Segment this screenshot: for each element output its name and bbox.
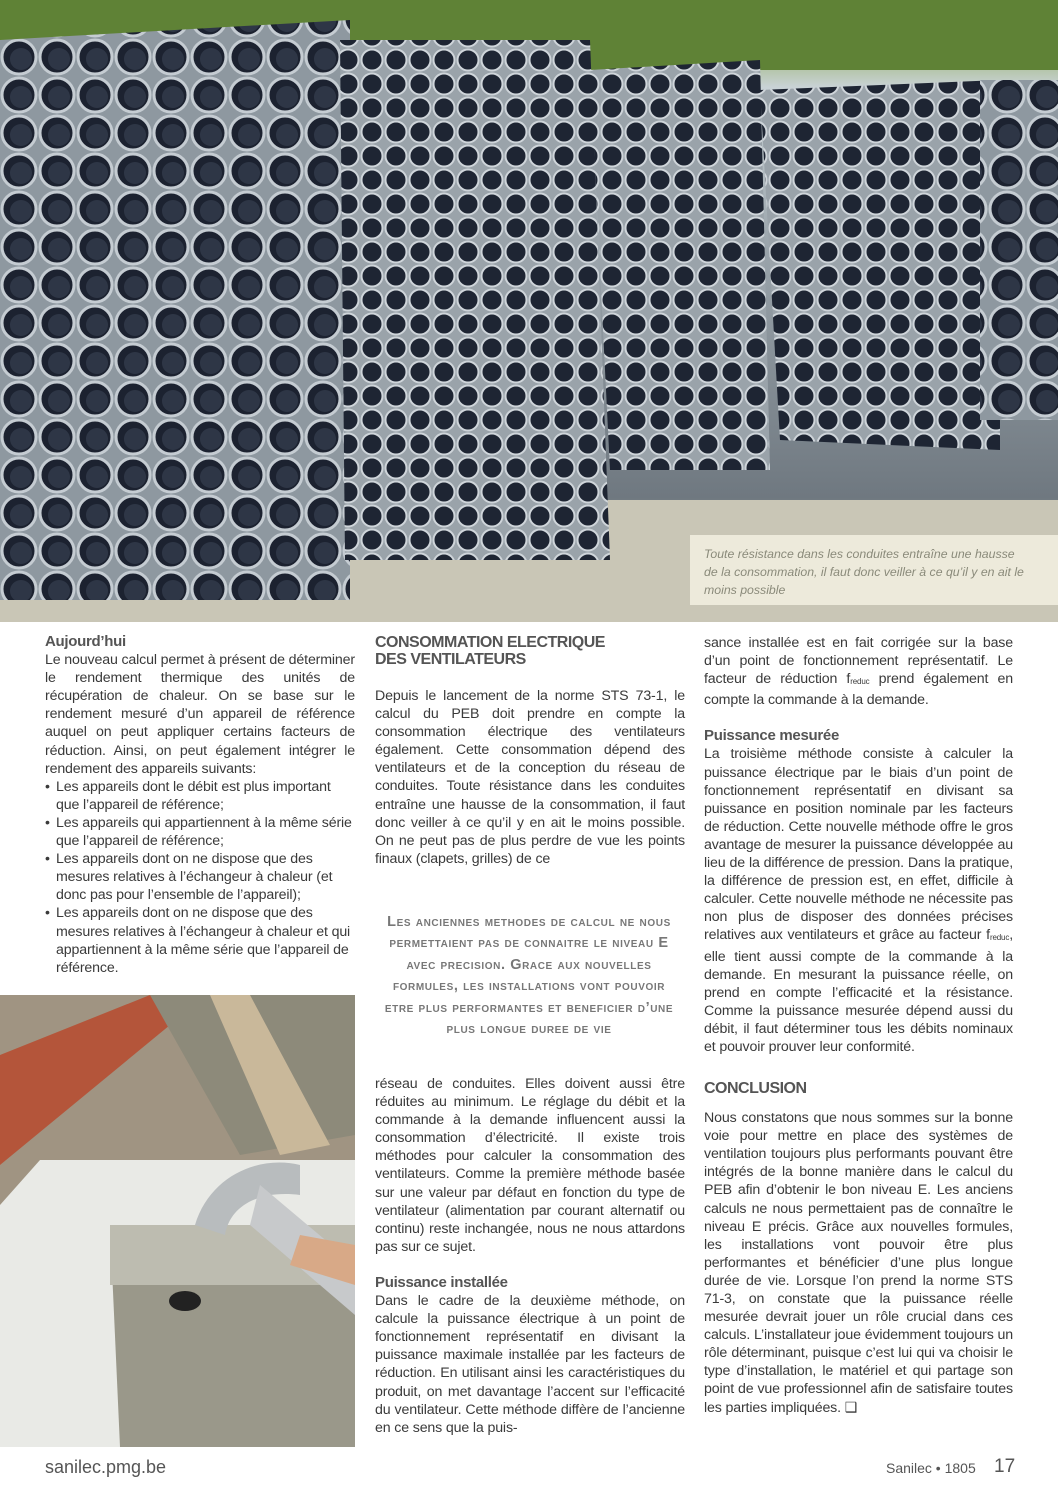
section-heading-conclusion: CONCLUSION <box>704 1080 807 1098</box>
body-paragraph <box>704 745 1013 1056</box>
text-run: , elle tient aussi compte de la commande à la demande. En mesurant la puissance réelle, on prend en compte l’efficacité et la résistance. Comme la puissance mesurée dépend aussi du débit, il faut déterminer tous les débits nominaux et pouvoir prouver leur conformité. <box>704 927 1013 1055</box>
column-2 <box>375 634 685 868</box>
list-item: • Les appareils dont on ne dispose que des mesures relatives à l’échangeur à chaleur (et donc pas pour l’ensemble de l’appareil); <box>45 850 355 904</box>
column-2-continued <box>375 1075 685 1437</box>
text-run: Nous constatons que nous sommes sur la bonne voie pour mettre en place des systèmes de ventilation toujours plus performants pouvant être intégrés de la bonne manière dans le calcul du PEB afin d’obtenir le bon niveau E. Les anciens calculs ne nous permettaient pas de connaître le niveau E précis. Grâce aux nouvelles formules, les installations vont pouvoir être plus performantes et bénéficier d’une plus longue durée de vie. Lorsque l’on prend la norme STS 71-3, on constate que la puissance réelle mesurée devrait jouer un rôle crucial dans ces calculs. L’installateur joue évidemment toujours un rôle déterminant, puisque c’est lui qui va choisir le type d’installation, le matériel et qui partage son point de vue professionnel afin de satisfaire toutes les parties impliquées. <box>704 1110 1013 1416</box>
installer-roof-illustration <box>0 995 355 1447</box>
list-item: • Les appareils qui appartiennent à la même série que l’appareil de référence; <box>45 814 355 850</box>
section-heading-aujourdhui: Aujourd’hui <box>45 633 126 650</box>
text-run: prend également en compte la commande à la demande. <box>704 671 1013 709</box>
text-run: sance installée est en fait corrigée sur la base d’un point de fonctionnement représentatif. Le facteur de réduction f <box>704 635 1013 688</box>
section-heading-puissance-mesuree: Puissance mesurée <box>704 727 839 745</box>
ventilation-ducts-photo <box>0 0 1058 622</box>
magazine-issue: Sanilec • 1805 <box>886 1460 976 1476</box>
subscript: reduc <box>989 933 1010 943</box>
intro-paragraph: Le nouveau calcul permet à présent de déterminer le rendement thermique des unités de récupération de chaleur. On se base sur le rendement mesuré d’un appareil de référence auquel on peut appliquer certains facteurs de réduction. Ainsi, on peut également intégrer le rendement des appareils suivants: <box>45 652 355 777</box>
section-heading-consommation <box>375 634 685 668</box>
body-paragraph <box>704 634 1013 709</box>
end-mark-icon: ❑ <box>844 1399 858 1416</box>
appliance-list <box>45 778 355 977</box>
column-1 <box>45 633 355 977</box>
photo-caption: Toute résistance dans les conduites entraîne une hausse de la consommation, il faut donc veiller à ce qu’il y en ait le moins possible <box>704 547 1024 597</box>
duct-stacks-illustration <box>0 0 1058 622</box>
body-paragraph: Depuis le lancement de la norme STS 73-1, le calcul du PEB doit prendre en compte la consommation électrique des ventilateurs également. Cette consommation dépend des ventilateurs et de la conception du réseau de conduites. Toute résistance dans les conduites entraîne une hausse de la consommation, il faut donc veiller à ce qu’il y en ait le moins possible. On ne peut pas de plus perdre de vue les points finaux (clapets, grilles) de ce <box>375 688 685 867</box>
list-item: • Les appareils dont le débit est plus important que l’appareil de référence; <box>45 778 355 814</box>
body-paragraph: Dans le cadre de la deuxième méthode, on calcule la puissance électrique à un point de fonctionnement représentatif en divisant la puissance maximale installée par les facteurs de réduction. En utilisant ainsi les caractéristiques du produit, on met davantage l’accent sur l’efficacité du ventilateur. Cette méthode diffère de l’ancienne en ce sens que la puis- <box>375 1293 685 1436</box>
conclusion-paragraph <box>704 1109 1013 1417</box>
pull-quote: Les anciennes methodes de calcul ne nous permettaient pas de connaitre le niveau E avec precision. Grace aux nouvelles formules, les installations vont pouvoir etre plus performantes et beneficier d’une plus longue duree de vie <box>384 914 674 1038</box>
body-paragraph: réseau de conduites. Elles doivent aussi être réduites au minimum. Le réglage du débit et la commande à la demande influencent aussi la consommation d’électricité. Il existe trois méthodes pour calculer la consommation des ventilateurs. Comme la première méthode basée sur une valeur par défaut en fonction du type de ventilateur (alimentation par courant alternatif ou continu) reste inchangée, nous ne nous attardons pas sur ce sujet. <box>375 1076 685 1255</box>
subscript: reduc <box>850 677 870 687</box>
text-run: La troisième méthode consiste à calculer la puissance électrique par le biais d’un point de fonctionnement représentatif en divisant sa puissance en position nominale par les facteurs de réduction. Cette nouvelle méthode offre le gros avantage de mesurer la puissance développée au lieu de la différence de pression. Dans la pratique, la différence de pression est, en effet, difficile à calculer. Cette nouvelle méthode ne nécessite pas non plus de disposer des données précises relatives aux ventilateurs et grâce au facteur f <box>704 746 1013 944</box>
list-item: • Les appareils dont on ne dispose que des mesures relatives à l’échangeur à chaleur et qui appartiennent à la même série que l’appareil de référence. <box>45 904 355 976</box>
section-heading-puissance-installee: Puissance installée <box>375 1273 508 1291</box>
heading-line: CONSOMMATION ELECTRIQUE <box>375 634 605 651</box>
page-number: 17 <box>994 1456 1016 1477</box>
heading-line: DES VENTILATEURS <box>375 651 526 668</box>
website-link[interactable]: sanilec.pmg.be <box>45 1457 167 1477</box>
installation-photo <box>0 995 355 1447</box>
column-3 <box>704 634 1013 1417</box>
